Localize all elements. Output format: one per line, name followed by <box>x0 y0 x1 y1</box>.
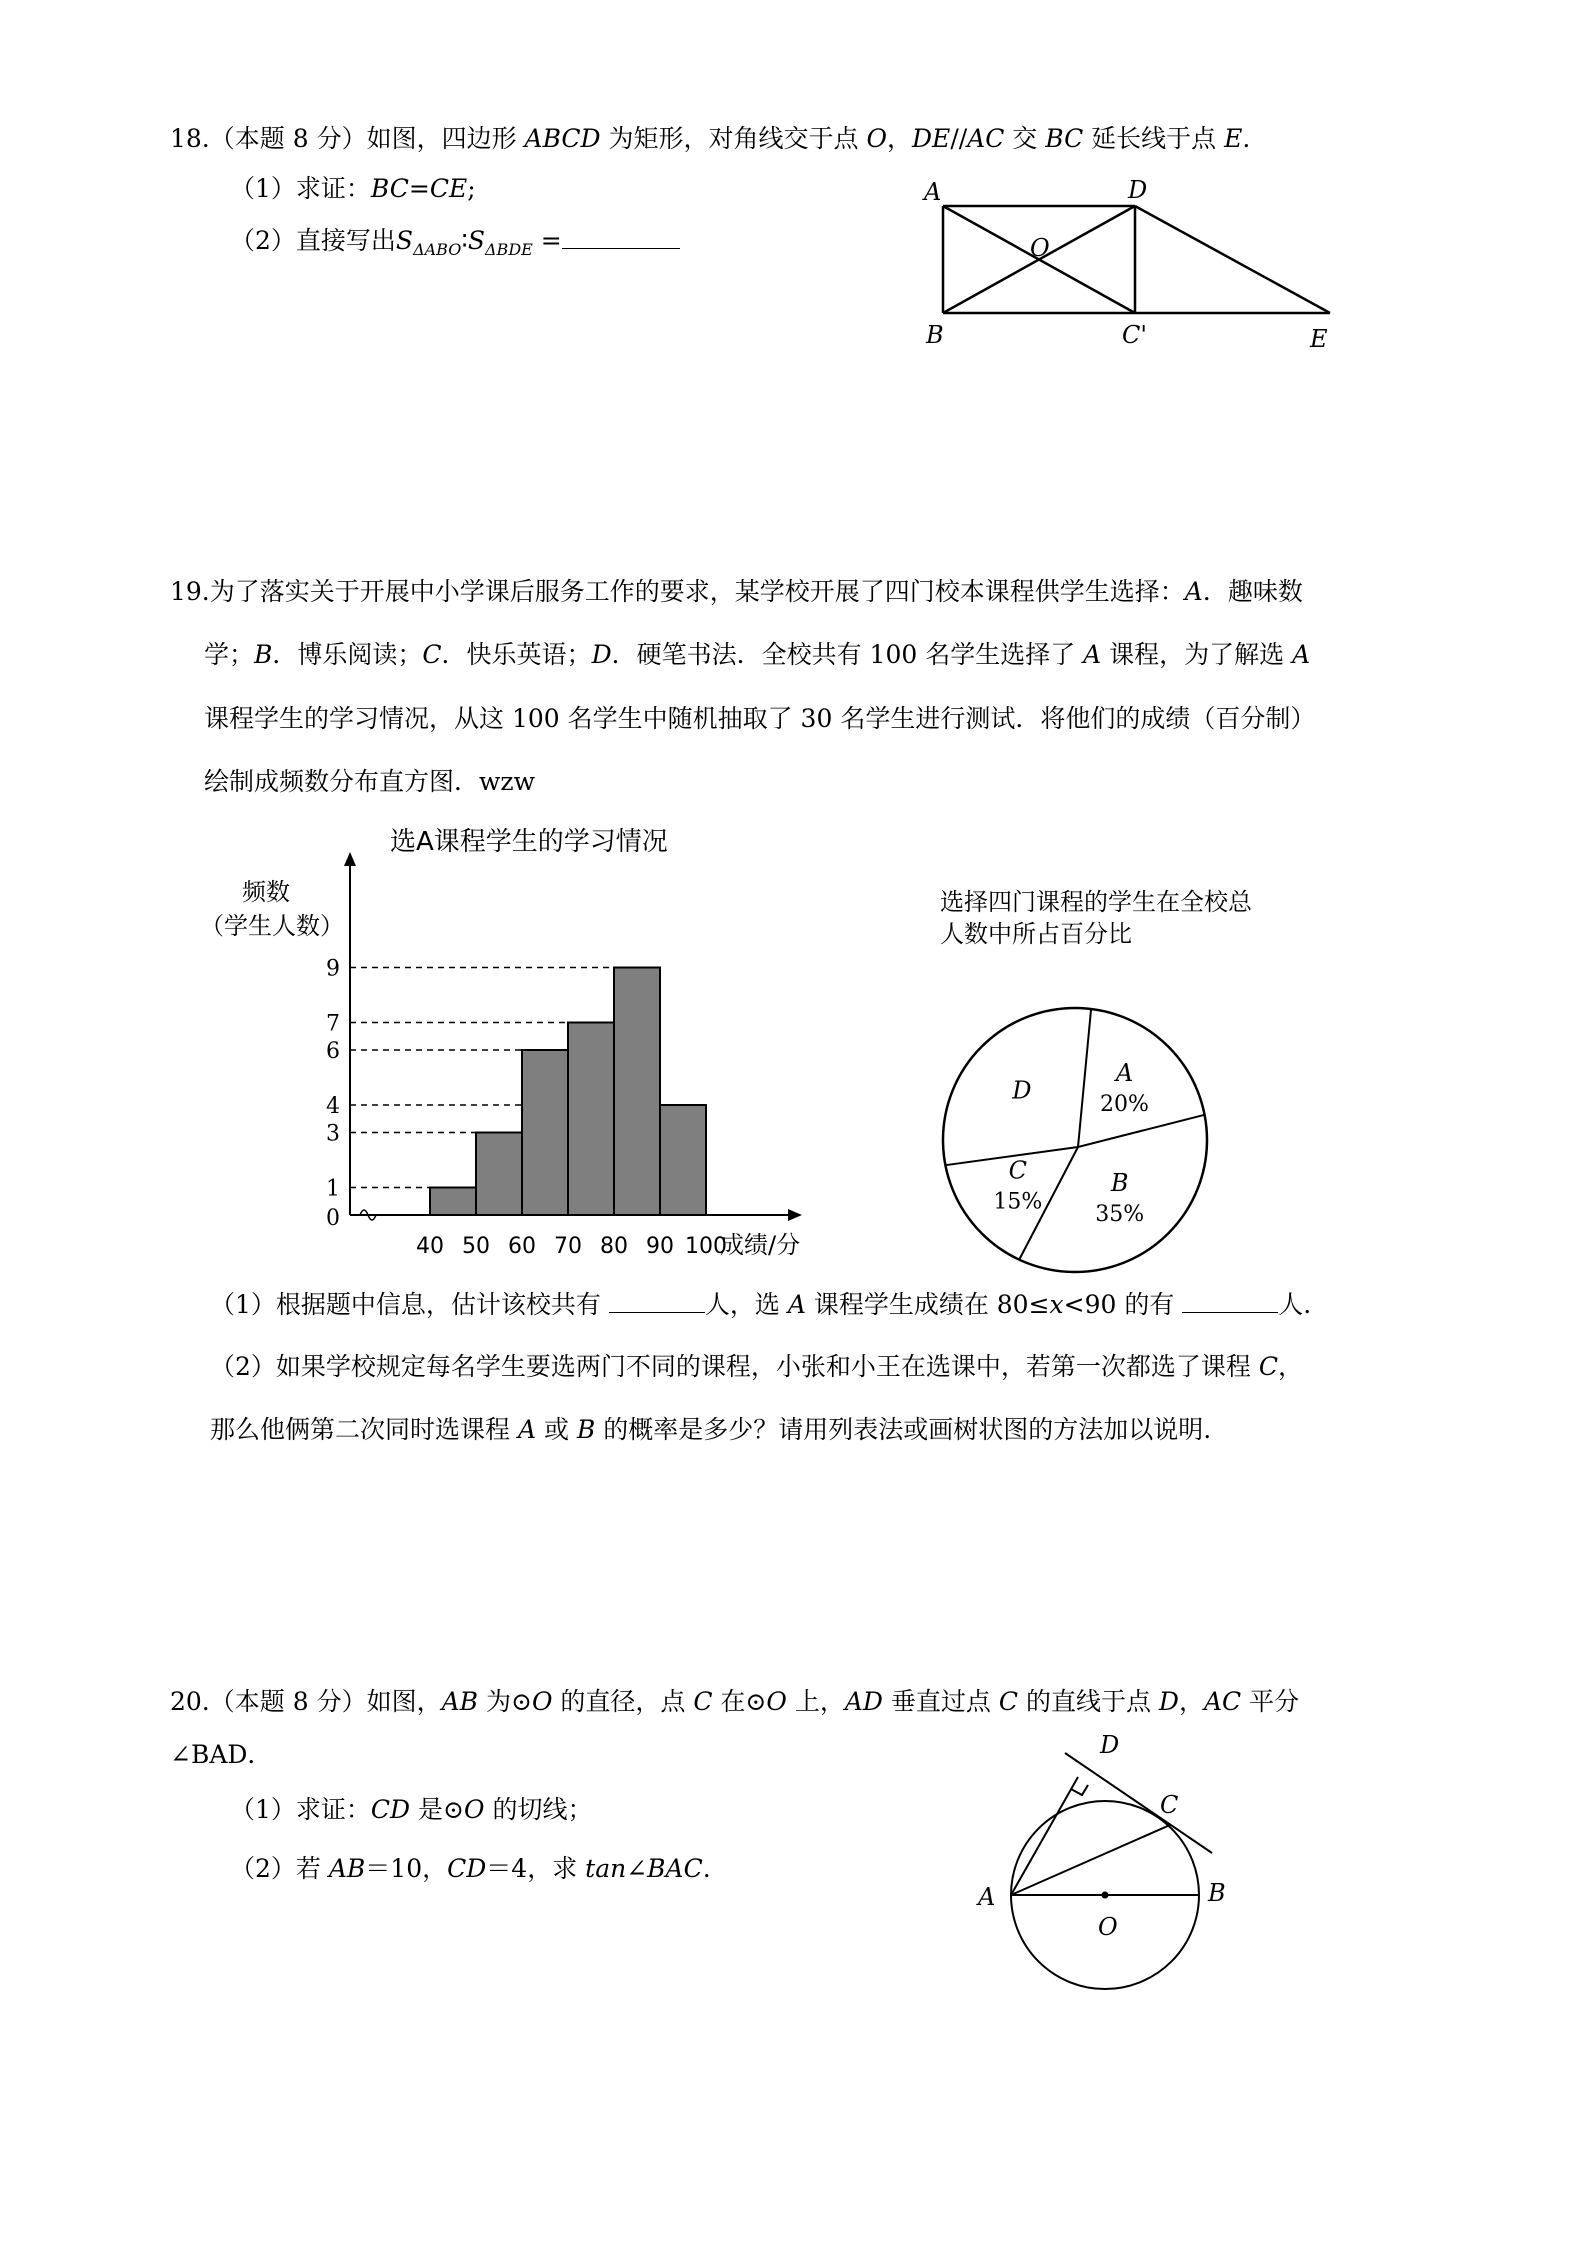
pie-slice-percent-B: 35% <box>1095 1202 1145 1228</box>
x-tick-40: 40 <box>416 1234 444 1259</box>
segment-ac <box>1011 1825 1170 1895</box>
pie-slice-label-A: A <box>1115 1058 1134 1087</box>
label-e: E <box>1310 325 1328 353</box>
pie-chart <box>930 880 1280 1280</box>
x-tick-80: 80 <box>600 1234 628 1259</box>
bar-70-80 <box>568 1023 614 1216</box>
x-tick-70: 70 <box>554 1234 582 1259</box>
q19-stem-line3: 课程学生的学习情况，从这 100 名学生中随机抽取了 30 名学生进行测试．将他们的成绩（百分制） <box>204 704 1316 733</box>
y-axis-label-line2: （学生人数） <box>200 912 344 940</box>
label-c: C' <box>1122 321 1147 349</box>
y-axis-label-line1: 频数 <box>242 878 290 906</box>
segment-de <box>1135 206 1330 313</box>
x-tick-50: 50 <box>462 1234 490 1259</box>
q18-answer-blank[interactable] <box>562 224 680 249</box>
segment-ad <box>1011 1777 1078 1895</box>
bar-40-50 <box>430 1188 476 1216</box>
pie-title-line1: 选择四门课程的学生在全校总 <box>940 888 1252 916</box>
label-b: B <box>926 321 944 349</box>
y-tick-6: 6 <box>326 1039 340 1064</box>
bar-80-90 <box>614 968 660 1216</box>
q20-part1: （1）求证：CD 是⊙O 的切线； <box>230 1795 593 1824</box>
q20-circle-figure <box>970 1725 1260 2055</box>
center-point <box>1102 1892 1109 1899</box>
pie-divider-A <box>1078 1009 1091 1147</box>
y-tick-9: 9 <box>326 956 340 982</box>
q19-part2: （2）如果学校规定每名学生要选两门不同的课程，小张和小王在选课中，若第一次都选了课程 C， <box>210 1352 1304 1381</box>
x-tick-100: 100 <box>685 1234 727 1259</box>
label-d: D <box>1100 1731 1120 1759</box>
q19-stem-line1: 19.为了落实关于开展中小学课后服务工作的要求，某学校开展了四门校本课程供学生选择：A．趣味数 <box>170 577 1303 606</box>
q19-blank-total[interactable] <box>609 1288 705 1313</box>
pie-slice-label-D: D <box>1012 1076 1032 1105</box>
pie-outline <box>943 1008 1207 1272</box>
x-axis-label: 成绩/分 <box>720 1231 801 1259</box>
q20-stem-line1: 20.（本题 8 分）如图，AB 为⊙O 的直径，点 C 在⊙O 上，AD 垂直过点 C 的直线于点 D，AC 平分 <box>170 1687 1300 1716</box>
bar-90-100 <box>660 1105 706 1215</box>
pie-title-line2: 人数中所占百分比 <box>940 920 1132 948</box>
pie-slice-percent-C: 15% <box>993 1189 1043 1215</box>
origin-label: 0 <box>326 1206 340 1231</box>
y-tick-3: 3 <box>326 1121 340 1147</box>
q19-blank-count[interactable] <box>1182 1288 1278 1313</box>
pie-slice-label-B: B <box>1110 1169 1129 1198</box>
label-o: O <box>1098 1913 1118 1941</box>
y-axis-arrow <box>344 852 356 866</box>
q18-part2: （2）直接写出$S_{\Delta ABO}∶S_{\Delta BDE}$ = <box>230 224 680 267</box>
histogram-chart <box>190 820 870 1260</box>
q20-stem-line2: ∠BAD． <box>170 1740 273 1769</box>
x-axis-arrow <box>788 1209 802 1221</box>
y-tick-7: 7 <box>326 1011 340 1037</box>
q19-stem-line4: 绘制成频数分布直方图．wzw <box>204 767 535 796</box>
q20-part2: （2）若 AB＝10，CD＝4，求 tan∠BAC. <box>230 1854 711 1883</box>
q18-rectangle-figure <box>910 170 1350 360</box>
label-c: C <box>1160 1791 1179 1819</box>
x-tick-60: 60 <box>508 1234 536 1259</box>
label-o: O <box>1030 234 1050 262</box>
pie-slice-label-C: C <box>1008 1156 1027 1185</box>
q19-part1: （1）根据题中信息，估计该校共有 人，选 A 课程学生成绩在 80≤x<90 的有 人. <box>210 1290 1312 1319</box>
q19-part2-cont: 那么他俩第二次同时选课程 A 或 B 的概率是多少？请用列表法或画树状图的方法加以说明. <box>210 1415 1212 1444</box>
label-b: B <box>1208 1879 1226 1907</box>
pie-slice-percent-A: 20% <box>1100 1091 1149 1117</box>
q18-stem: 18.（本题 8 分）如图，四边形 ABCD 为矩形，对角线交于点 O，DE//AC 交 BC 延长线于点 E. <box>170 124 1251 153</box>
label-a: A <box>978 1883 996 1911</box>
y-tick-1: 1 <box>326 1176 340 1202</box>
pie-divider-B <box>1078 1115 1205 1147</box>
bar-50-60 <box>476 1133 522 1216</box>
bar-60-70 <box>522 1050 568 1215</box>
y-tick-4: 4 <box>326 1094 340 1119</box>
histogram-title: 选A课程学生的学习情况 <box>390 827 668 857</box>
label-a: A <box>924 178 942 206</box>
q18-part1: （1）求证：BC=CE; <box>230 174 476 203</box>
q19-stem-line2: 学；B．博乐阅读；C．快乐英语；D．硬笔书法．全校共有 100 名学生选择了 A 课程，为了解选 A <box>204 640 1311 669</box>
x-tick-90: 90 <box>646 1234 674 1259</box>
label-d: D <box>1128 176 1148 204</box>
